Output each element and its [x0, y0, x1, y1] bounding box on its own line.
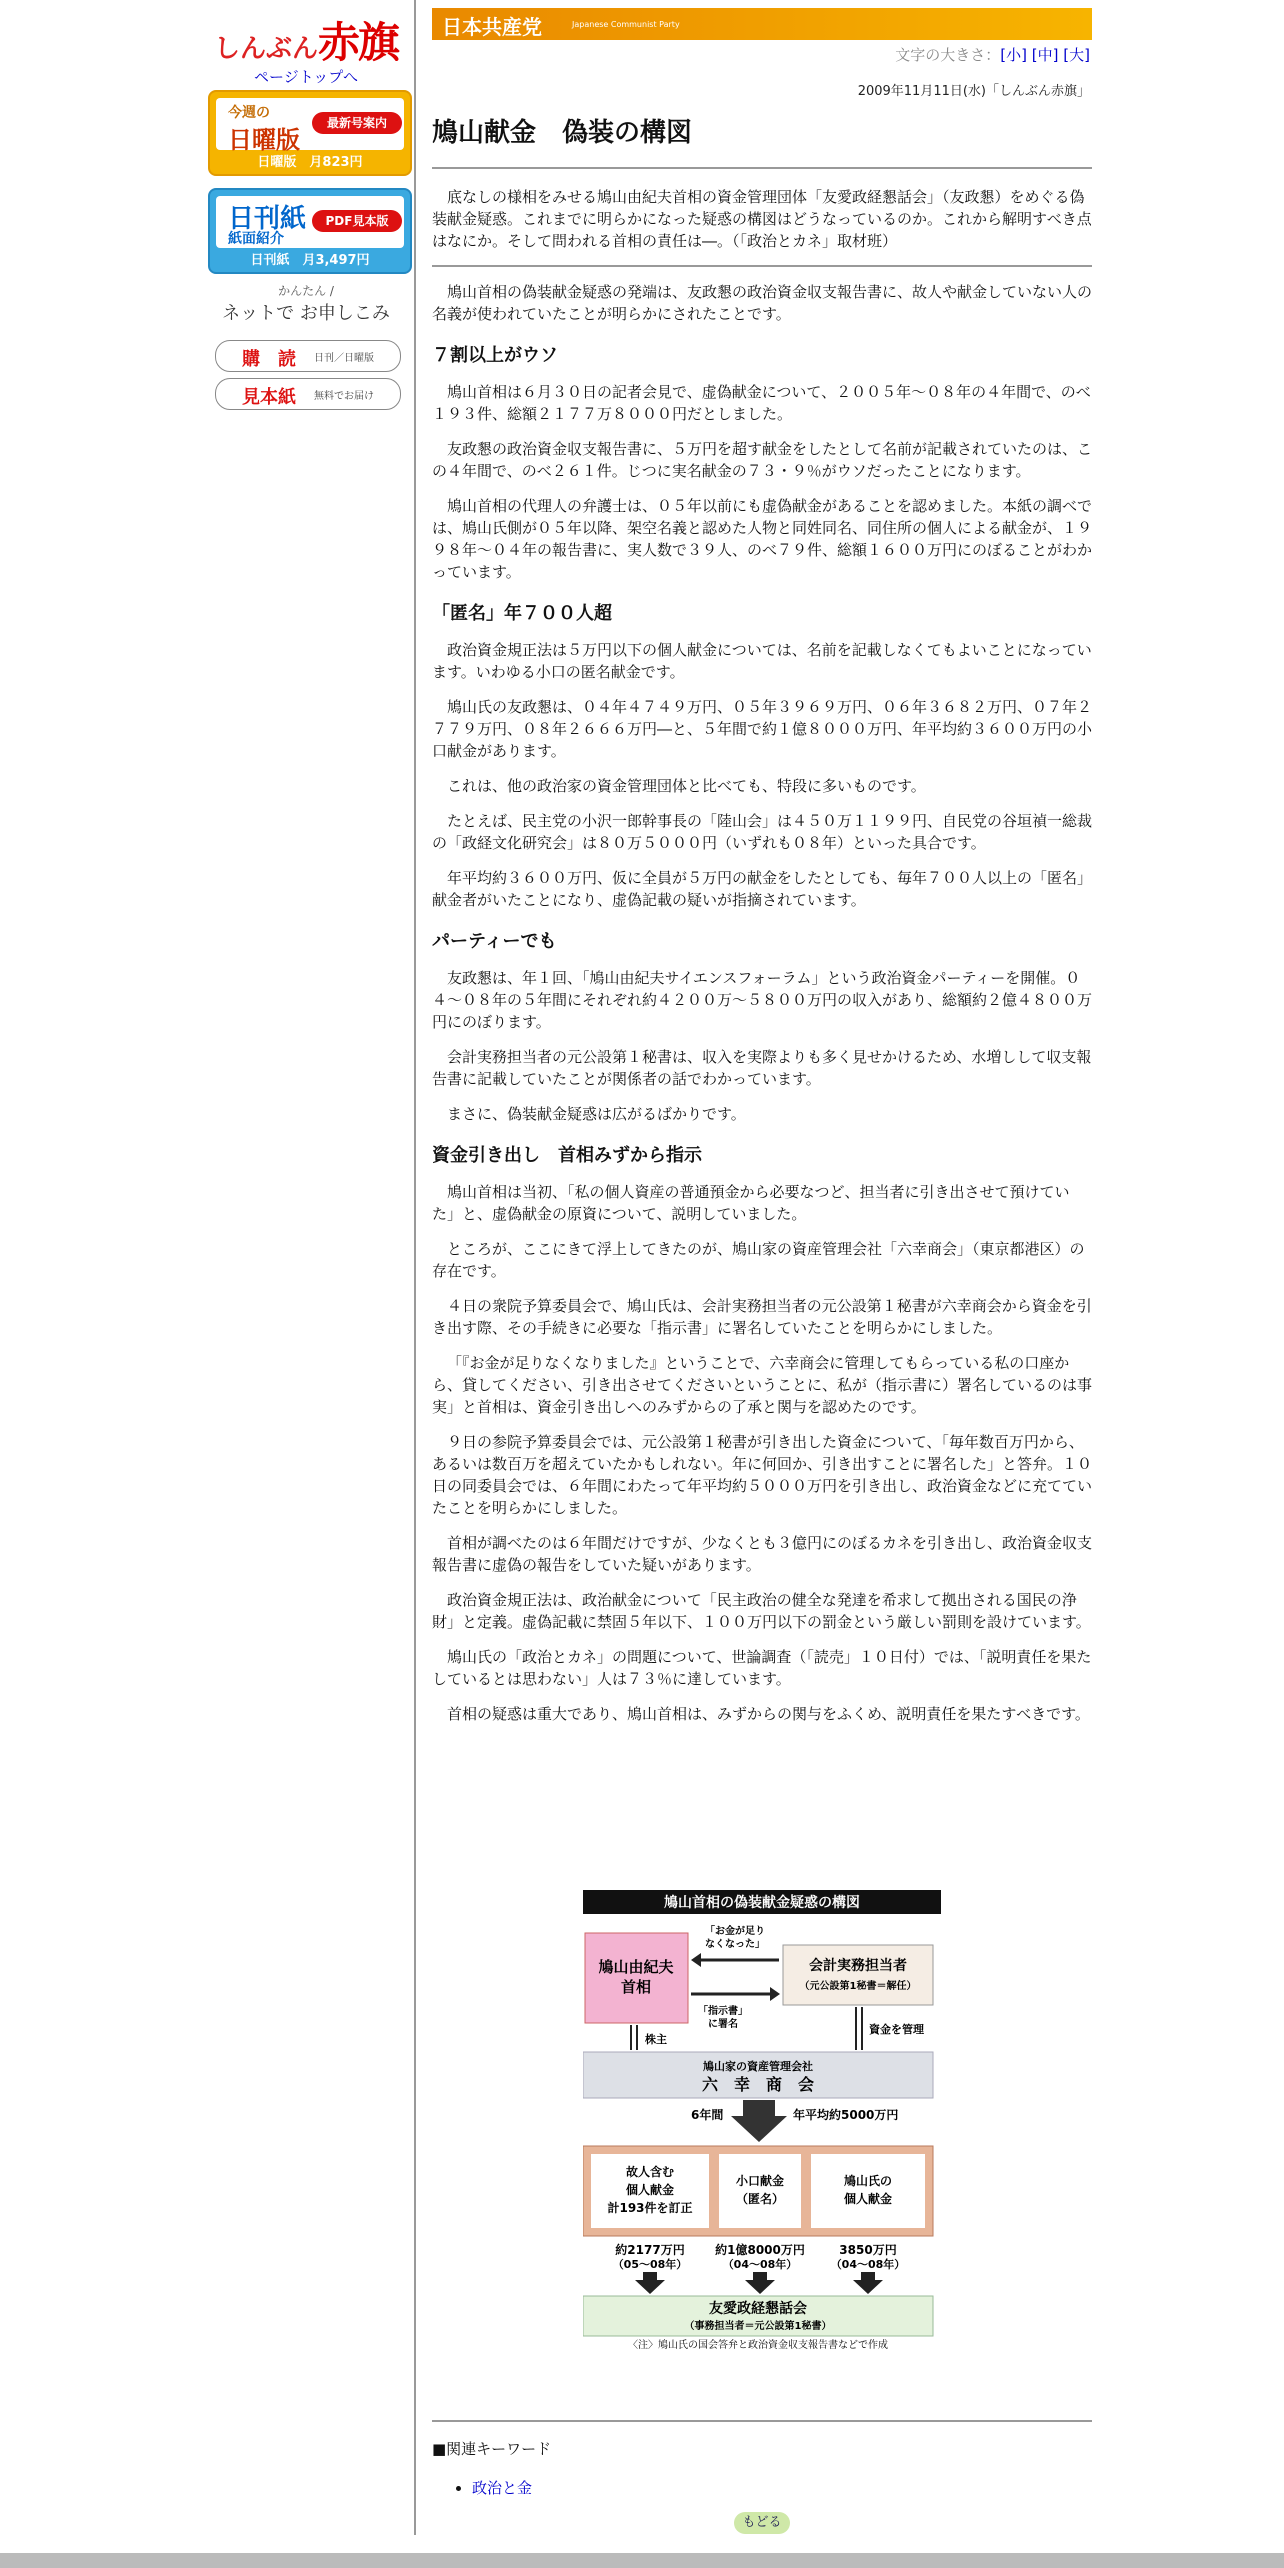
apply-small-label: かんたん /	[278, 284, 334, 298]
paragraph: 友政懇は、年１回、「鳩山由紀夫サイエンスフォーラム」という政治資金パーティーを開催。０４～０８年の５年間にそれぞれ約４２００万～５８００万円の収入があり、総額約２億４８００万円にのぼります。	[432, 969, 1093, 1031]
keywords-heading: ■関連キーワード	[432, 2440, 552, 2458]
paragraph: 政治資金規正法は、政治献金について「民主政治の健全な発達を希求して拠出される国民の浄財」と定義。虚偽記載に禁固５年以下、１００万円以下の罰金という厳しい罰則を設けています。	[432, 1591, 1091, 1631]
sample-paper-button[interactable]	[215, 378, 401, 410]
manage-label: 資金を管理	[869, 2023, 924, 2036]
down-arrow-2	[745, 2272, 775, 2294]
company-sub: 鳩山家の資産管理会社	[703, 2060, 813, 2073]
subscribe-sub: 日刊／日曜版	[314, 353, 374, 364]
sunday-banner-line1: 今週の	[228, 105, 270, 121]
font-size-label: 文字の大きさ：	[895, 46, 1001, 64]
box-hatoyama-donation	[811, 2154, 925, 2228]
arrow-head-left	[691, 1953, 701, 1967]
paragraph: 年平均約３６００万円、仮に全員が５万円の献金をしたとしても、毎年７００人以上の「匿名」献金者がいたことになり、虚偽記載の疑いが指摘されています。	[432, 869, 1093, 909]
paragraph: 友政懇の政治資金収支報告書に、５万円を超す献金をしたとして名前が記載されていたのは、この４年間で、のべ２６１件。じつに実名献金の７３・９％がウソだったことになります。	[432, 440, 1093, 480]
pdf-sample-button[interactable]: PDF見本版	[312, 210, 402, 232]
list-item	[472, 2477, 551, 2498]
paragraph: 「『お金が足りなくなりました』ということで、六幸商会に管理してもらっている私の口座から、貸してください、引き出させてくださいということに、私が（指示書に）署名しているのは事実」と首相は、資金引き出しへのみずからの了承と関与を認めたのです。	[432, 1354, 1093, 1416]
section-heading: ７割以上がウソ	[432, 345, 558, 366]
font-size-small[interactable]: [小]	[1000, 46, 1027, 64]
hatoyama-line1: 鳩山由紀夫	[598, 1958, 674, 1976]
sidebar	[195, 0, 417, 408]
down-arrow-big	[731, 2100, 787, 2142]
paragraph: 鳩山首相の代理人の弁護士は、０５年以前にも虚偽献金があることを認めました。本紙の調べでは、鳩山氏側が０５年以降、架空名義と認めた人物と同姓同名、同住所の個人による献金が、１９９８年～０４年の報告書に、実人数で３９人、のべ７９件、総額１６００万円にのぼることがわかっています。	[432, 497, 1093, 581]
keyword-link[interactable]: 政治と金	[472, 2479, 533, 2497]
subscribe-button[interactable]	[215, 340, 401, 372]
paragraph: 鳩山首相は６月３０日の記者会見で、虚偽献金について、２００５年～０８年の４年間で、のべ１９３件、総額２１７７万８０００円だとしました。	[432, 383, 1091, 423]
amt2-l2: （04～08年）	[722, 2258, 798, 2271]
logo-kana: しんぶん	[213, 34, 318, 64]
related-keywords	[432, 2438, 551, 2498]
section-heading: 資金引き出し 首相みずから指示	[432, 1145, 702, 1166]
sample-sub: 無料でお届け	[314, 391, 374, 402]
paragraph: まさに、偽装献金疑惑は広がるばかりです。	[447, 1105, 746, 1123]
sunday-price: 日曜版 月823円	[257, 155, 363, 170]
sidebar-divider	[414, 0, 416, 2535]
section-heading: パーティーでも	[432, 931, 557, 952]
instruction-line2: に署名	[708, 2019, 738, 2030]
apply-big-label: ネットで お申しこみ	[222, 303, 390, 324]
dest-l2: （事務担当者＝元公設第1秘書）	[684, 2321, 832, 2332]
amt2-l1: 約1億8000万円	[715, 2243, 805, 2257]
logo-kanji: 赤旗	[318, 18, 399, 67]
paragraph: これは、他の政治家の資金管理団体と比べても、特段に多いものです。	[447, 777, 926, 795]
sunday-banner-inner	[216, 98, 404, 154]
back-button[interactable]: もどる	[734, 2512, 790, 2534]
sunday-banner-line2: 日曜版	[228, 126, 300, 154]
shareholder-label: 株主	[645, 2033, 667, 2046]
site-logo[interactable]	[195, 10, 417, 87]
money-short-line1: 「お金が足り	[705, 1926, 765, 1937]
sample-label: 見本紙	[242, 387, 296, 408]
box-small-donations	[719, 2154, 801, 2228]
annual-label: 年平均約5000万円	[793, 2108, 899, 2122]
daily-edition-banner[interactable]	[208, 188, 412, 274]
article-lead: 底なしの様相をみせる鳩山由紀夫首相の資金管理団体「友愛政経懇話会」（友政懇）をめぐる偽装献金疑惑。これまでに明らかになった疑惑の構図はどうなっているのか。これから解明すべき点はなにか。そして問われる首相の責任は―。（「政治とカネ」取材班）	[432, 188, 1092, 250]
daily-banner-inner	[216, 196, 404, 248]
daily-banner-line2: 紙面紹介	[228, 231, 284, 247]
article-date: 2009年11月11日(水)「しんぶん赤旗」	[857, 84, 1090, 99]
dest-l1: 友愛政経懇話会	[709, 2301, 807, 2317]
paragraph: 会計実務担当者の元公設第１秘書は、収入を実際よりも多く見せかけるため、水増しして収支報告書に記載していたことが関係者の話でわかっています。	[432, 1048, 1092, 1088]
font-size-large[interactable]: [大]	[1063, 46, 1090, 64]
down-arrow-1	[635, 2272, 665, 2294]
paragraph: ９日の参院予算委員会では、元公設第１秘書が引き出した資金について、「毎年数百万円から、あるいは数百万を超えていたかもしれない。年に何回か、引き出すことに署名した」と答弁。１０日の同委員会では、６年間にわたって年平均約５０００万円を引き出し、政治資金などに充てていたことを明らかにしました。	[432, 1433, 1093, 1517]
amt3-l1: 3850万円	[839, 2243, 897, 2257]
page-top-link[interactable]: ページトップへ	[254, 68, 358, 86]
paragraph: たとえば、民主党の小沢一郎幹事長の「陸山会」は４５０万１１９９円、自民党の谷垣禎一総裁の「政経文化研究会」は８０万５０００円（いずれも０８年）といった具合です。	[432, 812, 1093, 852]
box3-l1: 鳩山氏の	[843, 2174, 893, 2188]
accountant-line1: 会計実務担当者	[809, 1958, 907, 1974]
diagram-note: 〈注〉鳩山氏の国会答弁と政治資金収支報告書などで作成	[628, 2340, 888, 2350]
party-banner	[432, 8, 1092, 40]
paragraph: ４日の衆院予算委員会で、鳩山氏は、会計実務担当者の元公設第１秘書が六幸商会から資金を引き出す際、その手続きに必要な「指示書」に署名していたことを明らかにしました。	[432, 1297, 1092, 1337]
paragraph: 鳩山首相は当初、「私の個人資産の普通預金から必要なつど、担当者に引き出させて預けていた」と、虚偽献金の原資について、説明していました。	[432, 1183, 1070, 1223]
footer-bar	[0, 2553, 1284, 2568]
box2-l2: （匿名）	[735, 2192, 785, 2206]
accountant-line2: （元公設第1秘書＝解任）	[799, 1981, 917, 1992]
paragraph: 政治資金規正法は５万円以下の個人献金については、名前を記載しなくてもよいことになっています。いわゆる小口の匿名献金です。	[432, 641, 1092, 681]
money-short-line2: なくなった」	[705, 1939, 765, 1950]
diagram-title: 鳩山首相の偽装献金疑惑の構図	[664, 1895, 860, 1911]
lead-rule	[432, 265, 1092, 267]
paragraph: 首相の疑惑は重大であり、鳩山首相は、みずからの関与をふくめ、説明責任を果たすべきです。	[447, 1705, 1090, 1723]
box3-l2: 個人献金	[843, 2192, 893, 2206]
party-name-en: Japanese Communist Party	[572, 20, 680, 29]
amt1-l1: 約2177万円	[615, 2243, 685, 2257]
paragraph: ところが、ここにきて浮上してきたのが、鳩山家の資産管理会社「六幸商会」（東京都港区）の存在です。	[432, 1240, 1085, 1280]
net-apply	[195, 282, 417, 325]
article-body	[432, 186, 1092, 1738]
page-wrapper	[195, 0, 1095, 2568]
amt3-l2: （04～08年）	[830, 2258, 906, 2271]
title-rule	[432, 167, 1092, 169]
party-name: 日本共産党	[442, 15, 542, 39]
company-name: 六 幸 商 会	[701, 2075, 815, 2094]
paragraph: 首相が調べたのは６年間だけですが、少なくとも３億円にのぼるカネを引き出し、政治資金収支報告書に虚偽の報告をしていた疑いがあります。	[432, 1534, 1093, 1574]
accountant-box	[783, 1945, 933, 2005]
subscribe-label: 購 読	[242, 349, 296, 370]
font-size-selector	[895, 44, 1090, 65]
arrow-head-right	[770, 1987, 780, 2001]
article-title: 鳩山献金 偽装の構図	[432, 118, 693, 148]
font-size-medium[interactable]: [中]	[1031, 46, 1059, 64]
section-heading: 「匿名」年７００人超	[432, 603, 612, 624]
daily-banner-line1: 日刊紙	[228, 204, 307, 234]
paragraph: 鳩山首相の偽装献金疑惑の発端は、友政懇の政治資金収支報告書に、故人や献金していない人の名義が使われていたことが明らかにされたことです。	[432, 283, 1093, 323]
hatoyama-line2: 首相	[620, 1978, 652, 1996]
daily-price: 日刊紙 月3,497円	[250, 253, 370, 268]
years-label: 6年間	[691, 2108, 724, 2122]
box1-l3: 計193件を訂正	[607, 2201, 693, 2215]
box2-l1: 小口献金	[735, 2174, 785, 2188]
down-arrow-3	[853, 2272, 883, 2294]
scandal-structure-diagram	[583, 1890, 941, 2350]
paragraph: 鳩山氏の友政懇は、０４年４７４９万円、０５年３９６９万円、０６年３６８２万円、０７年２７７９万円、０８年２６６６万円―と、５年間で約１億８０００万円、年平均約３６００万円の小口献金があります。	[432, 698, 1093, 760]
latest-issue-button[interactable]: 最新号案内	[312, 112, 402, 134]
box1-l2: 個人献金	[625, 2183, 675, 2197]
box1-l1: 故人含む	[625, 2165, 675, 2179]
sunday-edition-banner[interactable]	[208, 90, 412, 176]
amt1-l2: （05～08年）	[612, 2258, 688, 2271]
keywords-list	[452, 2477, 551, 2498]
instruction-line1: 「指示書」	[698, 2006, 748, 2017]
paragraph: 鳩山氏の「政治とカネ」の問題について、世論調査（「読売」１０日付）では、「説明責任を果たしているとは思わない」人は７３％に達しています。	[432, 1648, 1092, 1688]
footer-rule	[432, 2420, 1092, 2422]
